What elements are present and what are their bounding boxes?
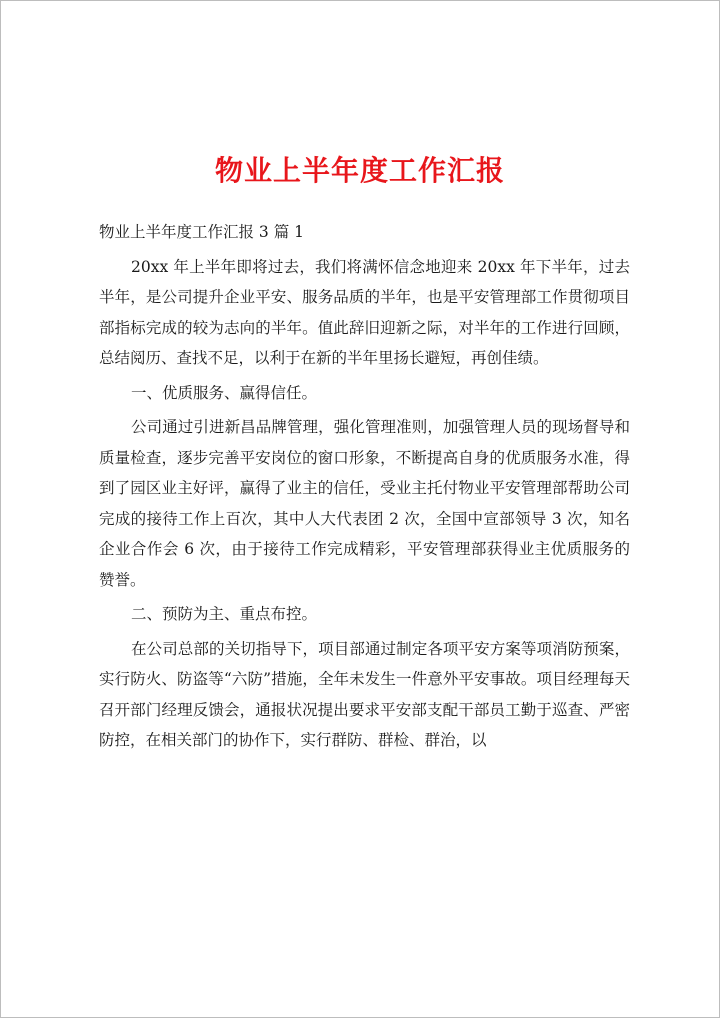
document-title: 物业上半年度工作汇报 — [214, 154, 505, 187]
section-heading-1: 一、优质服务、赢得信任。 — [131, 383, 318, 402]
paragraph-intro: 20xx 年上半年即将过去，我们将满怀信念地迎来 20xx 年下半年，过去半年，是公司提升企业平安、服务品质的半年，也是平安管理部工作贯彻项目部指标完成的较为志向的半年。值此辞旧迎新之际，对半年的工作进行回顾，总结阅历、查找不足，以利于在新的半年里扬长避短，再创佳绩。 — [99, 257, 630, 367]
document-body — [99, 217, 630, 756]
section-heading-2: 二、预防为主、重点布控。 — [131, 605, 318, 623]
paragraph-section-1: 公司通过引进新昌品牌管理，强化管理准则，加强管理人员的现场督导和质量检查，逐步完善平安岗位的窗口形象，不断提高自身的优质服务水准，得到了园区业主好评，赢得了业主的信任，受业主托付物业平安管理部帮助公司完成的接待工作上百次，其中人大代表团 2 次，全国中宣部领导 3 次，知名企业合作会 6 次，由于接待工作完成精彩，平安管理部获得业主优质服务的赞誉。 — [99, 418, 630, 589]
paragraph-section-2: 在公司总部的关切指导下，项目部通过制定各项平安方案等项消防预案，实行防火、防盗等“六防”措施，全年未发生一件意外平安事故。项目经理每天召开部门经理反馈会，通报状况提出要求平安部支配干部员工勤于巡查、严密防控，在相关部门的协作下，实行群防、群检、群治，以 — [99, 639, 630, 749]
document-subtitle: 物业上半年度工作汇报 3 篇 1 — [99, 223, 305, 241]
